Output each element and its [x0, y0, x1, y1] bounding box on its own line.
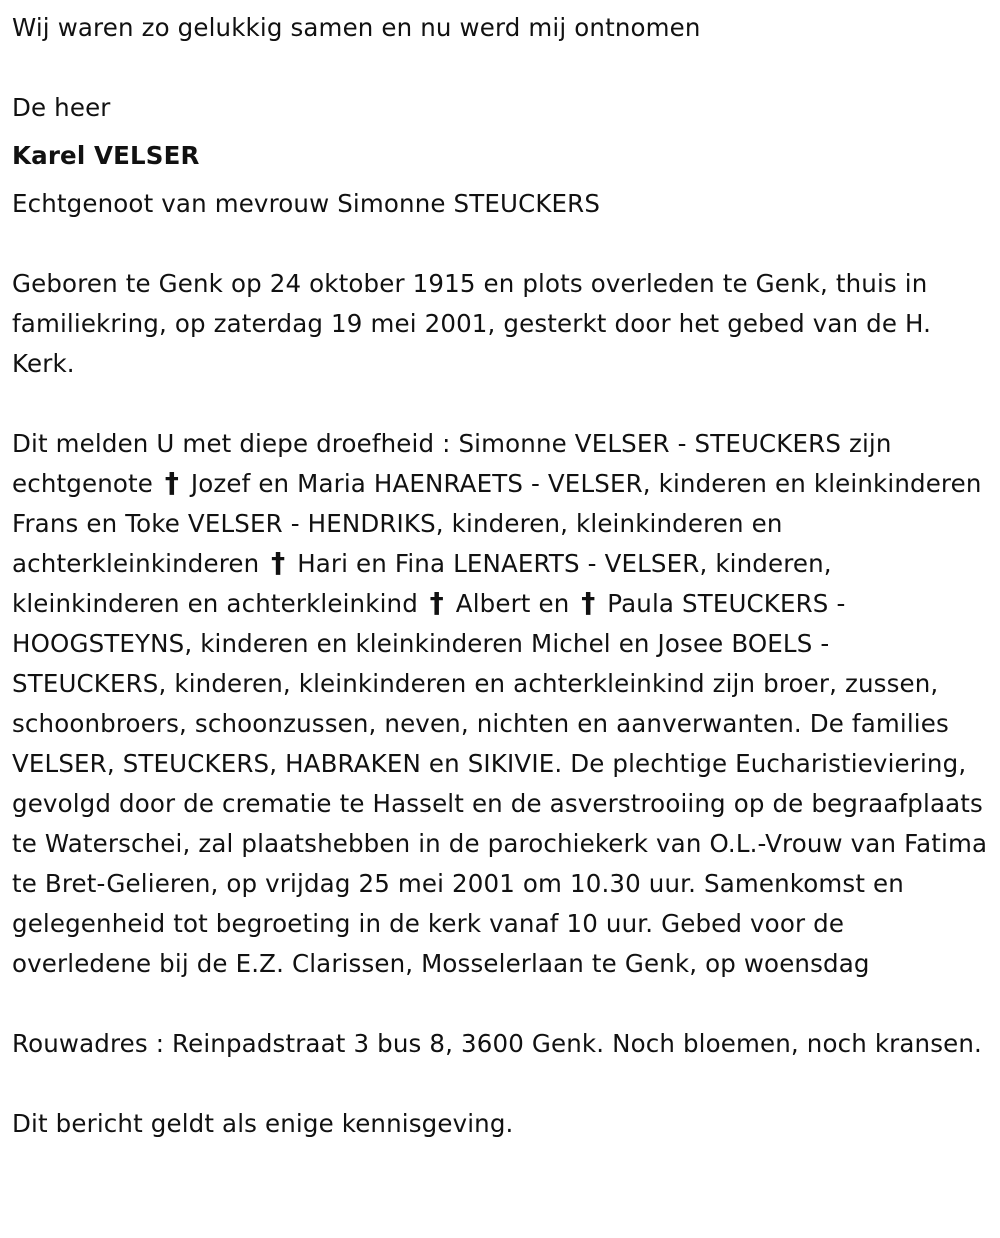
announcement-text-5: Paula STEUCKERS - HOOGSTEYNS, kinderen en kleinkinderen Michel en Josee BOELS - STEUCKERS, kinderen, kleinkinderen en achterkleinkind zijn broer, zussen, schoonbroers, schoonzussen, neven, nichten en aanverwanten. De families VELSER, STEUCKERS, HABRAKEN en SIKIVIE. De plechtige Eucharistieviering, gevolgd door de crematie te Hasselt en de asverstrooiing op de begraafplaats te Waterschei, zal plaatshebben in de parochiekerk van O.L.-Vrouw van Fatima te Bret-Gelieren, op vrijdag 25 mei 2001 om 10.30 uur. Samenkomst en gelegenheid tot begroeting in de kerk vanaf 10 uur. Gebed voor de overledene bij de E.Z. Clarissen, Mosselerlaan te Genk, op woensdag: [12, 589, 988, 978]
announcement-text-4: Albert en: [447, 589, 578, 618]
closing-line: Dit bericht geldt als enige kennisgeving.: [12, 1109, 514, 1138]
motto-line: Wij waren zo gelukkig samen en nu werd mij ontnomen: [12, 13, 701, 42]
announcement-text-2: Jozef en Maria HAENRAETS - VELSER, kinderen en kleinkinderen Frans en Toke VELSER - HENDRIKS, kinderen, kleinkinderen en achterkleinkinderen: [12, 469, 982, 578]
spouse-line: Echtgenoot van mevrouw Simonne STEUCKERS: [12, 189, 601, 218]
cross-icon: †: [429, 586, 444, 619]
birth-death-paragraph: Geboren te Genk op 24 oktober 1915 en plots overleden te Genk, thuis in familiekring, op zaterdag 19 mei 2001, gesterkt door het gebed van de H. Kerk.: [12, 269, 932, 378]
honorific: De heer: [12, 93, 111, 122]
deceased-name: Karel VELSER: [12, 141, 200, 170]
cross-icon: †: [581, 586, 596, 619]
cross-icon: †: [271, 546, 286, 579]
announcement-text-3: Hari en Fina LENAERTS - VELSER, kinderen, kleinkinderen en achterkleinkind: [12, 549, 832, 618]
mourning-address: Rouwadres : Reinpadstraat 3 bus 8, 3600 Genk. Noch bloemen, noch kransen.: [12, 1029, 982, 1058]
announcement-text-1: Dit melden U met diepe droefheid : Simonne VELSER - STEUCKERS zijn echtgenote: [12, 429, 892, 498]
cross-icon: †: [164, 466, 180, 499]
announcement-paragraph: [12, 424, 988, 984]
